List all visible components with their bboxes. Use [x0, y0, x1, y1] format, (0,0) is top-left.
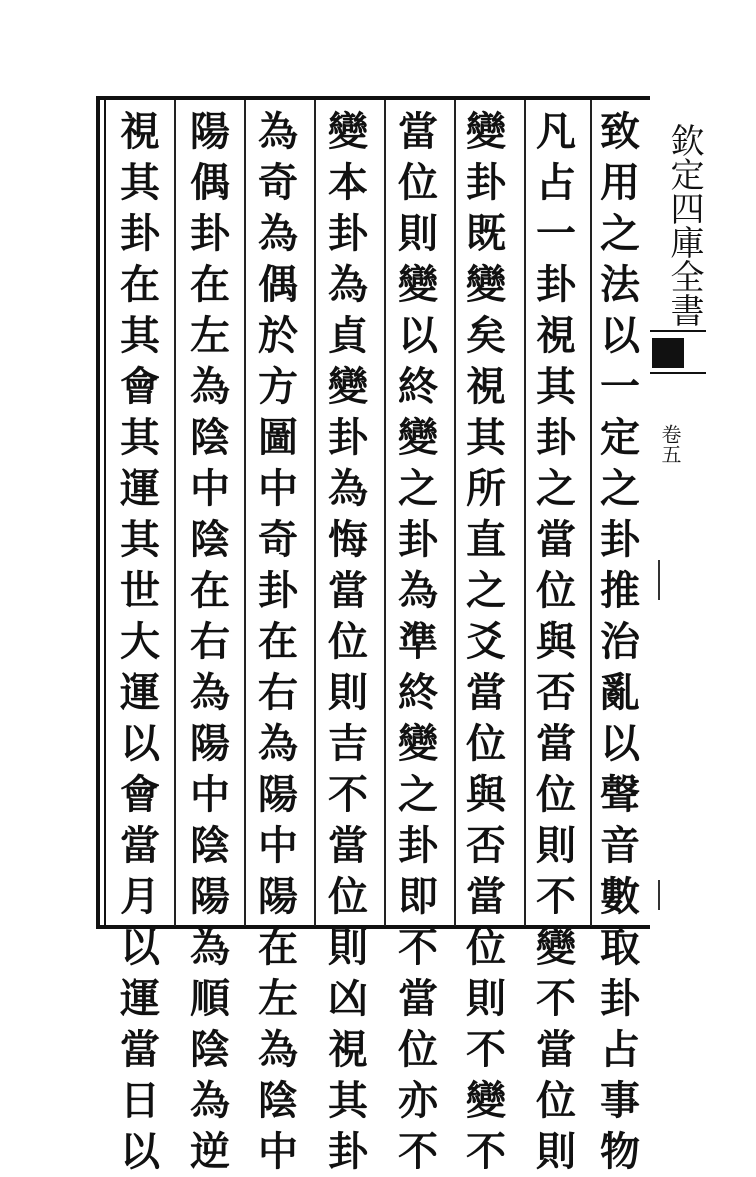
glyph: 位 [536, 771, 576, 818]
glyph: 為 [258, 720, 298, 767]
column-divider [174, 100, 176, 926]
glyph: 左 [190, 312, 230, 359]
glyph: 占 [600, 1026, 640, 1073]
glyph: 變 [466, 108, 506, 155]
glyph: 卦 [328, 414, 368, 461]
glyph: 陰 [190, 1026, 230, 1073]
glyph: 視 [466, 363, 506, 410]
glyph: 當 [466, 669, 506, 716]
glyph: 否 [466, 822, 506, 869]
glyph: 右 [190, 618, 230, 665]
text-column-5 [316, 106, 380, 1175]
glyph: 則 [466, 975, 506, 1022]
glyph: 世 [120, 567, 160, 614]
glyph: 變 [398, 720, 438, 767]
glyph: 當 [536, 720, 576, 767]
glyph: 變 [328, 363, 368, 410]
glyph: 法 [600, 261, 640, 308]
glyph: 一 [536, 210, 576, 257]
glyph: 占 [536, 159, 576, 206]
glyph: 不 [398, 1128, 438, 1175]
glyph: 之 [600, 210, 640, 257]
glyph: 與 [536, 618, 576, 665]
glyph: 在 [258, 618, 298, 665]
glyph: 位 [466, 924, 506, 971]
glyph: 當 [398, 108, 438, 155]
glyph: 在 [258, 924, 298, 971]
glyph: 則 [536, 822, 576, 869]
glyph: 卦 [536, 414, 576, 461]
glyph: 卦 [600, 516, 640, 563]
glyph: 其 [466, 414, 506, 461]
glyph: 不 [466, 1128, 506, 1175]
text-column-2 [524, 106, 588, 1175]
text-column-8 [108, 106, 172, 1175]
glyph: 貞 [328, 312, 368, 359]
glyph: 奇 [258, 159, 298, 206]
glyph: 位 [536, 1077, 576, 1124]
glyph: 日 [120, 1077, 160, 1124]
glyph: 之 [398, 771, 438, 818]
glyph: 當 [398, 975, 438, 1022]
glyph: 卦 [258, 567, 298, 614]
margin-rule [650, 372, 706, 374]
glyph: 爻 [466, 618, 506, 665]
glyph: 卦 [398, 516, 438, 563]
glyph: 其 [120, 159, 160, 206]
glyph: 偶 [258, 261, 298, 308]
glyph: 為 [258, 1026, 298, 1073]
glyph: 否 [536, 669, 576, 716]
glyph: 物 [600, 1128, 640, 1175]
glyph: 會 [120, 771, 160, 818]
glyph: 則 [536, 1128, 576, 1175]
glyph: 終 [398, 669, 438, 716]
fishtail-mark [652, 338, 684, 368]
glyph: 視 [120, 108, 160, 155]
glyph: 大 [120, 618, 160, 665]
glyph: 推 [600, 567, 640, 614]
glyph: 即 [398, 873, 438, 920]
glyph: 為 [258, 108, 298, 155]
glyph: 之 [536, 465, 576, 512]
glyph: 位 [398, 159, 438, 206]
margin-rule [650, 330, 706, 332]
glyph: 其 [120, 312, 160, 359]
glyph: 數 [600, 873, 640, 920]
glyph: 當 [536, 1026, 576, 1073]
glyph: 聲 [600, 771, 640, 818]
glyph: 以 [398, 312, 438, 359]
glyph: 本 [328, 159, 368, 206]
glyph: 為 [190, 363, 230, 410]
glyph: 偶 [190, 159, 230, 206]
glyph: 月 [120, 873, 160, 920]
glyph: 卦 [466, 159, 506, 206]
glyph: 不 [536, 975, 576, 1022]
glyph: 卦 [120, 210, 160, 257]
glyph: 陰 [190, 516, 230, 563]
glyph: 所 [466, 465, 506, 512]
glyph: 方 [258, 363, 298, 410]
glyph: 變 [398, 261, 438, 308]
glyph: 運 [120, 975, 160, 1022]
glyph: 之 [600, 465, 640, 512]
glyph: 不 [536, 873, 576, 920]
glyph: 中 [258, 1128, 298, 1175]
glyph: 矣 [466, 312, 506, 359]
glyph: 陽 [190, 720, 230, 767]
glyph: 位 [466, 720, 506, 767]
glyph: 在 [190, 567, 230, 614]
glyph: 定 [600, 414, 640, 461]
glyph: 當 [466, 873, 506, 920]
glyph: 以 [120, 924, 160, 971]
glyph: 當 [536, 516, 576, 563]
glyph: 在 [190, 261, 230, 308]
text-column-1 [588, 106, 652, 1175]
glyph: 則 [328, 924, 368, 971]
glyph: 在 [120, 261, 160, 308]
glyph: 卦 [328, 210, 368, 257]
glyph: 卦 [536, 261, 576, 308]
glyph: 位 [536, 567, 576, 614]
glyph: 位 [328, 873, 368, 920]
glyph: 當 [120, 822, 160, 869]
frame-inner-rule [104, 100, 106, 926]
glyph: 奇 [258, 516, 298, 563]
glyph: 以 [600, 312, 640, 359]
glyph: 當 [328, 567, 368, 614]
glyph: 逆 [190, 1128, 230, 1175]
glyph: 之 [398, 465, 438, 512]
glyph: 卦 [190, 210, 230, 257]
glyph: 當 [328, 822, 368, 869]
glyph: 亦 [398, 1077, 438, 1124]
text-column-4 [386, 106, 450, 1175]
glyph: 音 [600, 822, 640, 869]
glyph: 直 [466, 516, 506, 563]
glyph: 之 [466, 567, 506, 614]
glyph: 左 [258, 975, 298, 1022]
glyph: 則 [398, 210, 438, 257]
glyph: 不 [398, 924, 438, 971]
glyph: 視 [536, 312, 576, 359]
glyph: 亂 [600, 669, 640, 716]
glyph: 會 [120, 363, 160, 410]
glyph: 以 [120, 720, 160, 767]
glyph: 一 [600, 363, 640, 410]
glyph: 終 [398, 363, 438, 410]
glyph: 視 [328, 1026, 368, 1073]
glyph: 卦 [600, 975, 640, 1022]
text-column-3 [454, 106, 518, 1175]
glyph: 悔 [328, 516, 368, 563]
glyph: 中 [190, 465, 230, 512]
glyph: 運 [120, 669, 160, 716]
glyph: 為 [398, 567, 438, 614]
glyph: 位 [328, 618, 368, 665]
glyph: 以 [600, 720, 640, 767]
glyph: 則 [328, 669, 368, 716]
glyph: 以 [120, 1128, 160, 1175]
glyph: 變 [398, 414, 438, 461]
glyph: 不 [466, 1026, 506, 1073]
glyph: 其 [120, 516, 160, 563]
text-column-7 [178, 106, 242, 1175]
glyph: 為 [190, 924, 230, 971]
book-title: 欽定四庫全書 [664, 123, 704, 327]
glyph: 準 [398, 618, 438, 665]
margin-mark [658, 880, 660, 910]
glyph: 卦 [398, 822, 438, 869]
glyph: 陰 [190, 822, 230, 869]
glyph: 陰 [190, 414, 230, 461]
glyph: 當 [120, 1026, 160, 1073]
glyph: 為 [190, 669, 230, 716]
glyph: 吉 [328, 720, 368, 767]
glyph: 陽 [190, 873, 230, 920]
glyph: 取 [600, 924, 640, 971]
glyph: 右 [258, 669, 298, 716]
glyph: 其 [328, 1077, 368, 1124]
glyph: 順 [190, 975, 230, 1022]
glyph: 卦 [328, 1128, 368, 1175]
glyph: 凡 [536, 108, 576, 155]
glyph: 變 [466, 1077, 506, 1124]
glyph: 變 [466, 261, 506, 308]
glyph: 陽 [190, 108, 230, 155]
glyph: 為 [190, 1077, 230, 1124]
glyph: 既 [466, 210, 506, 257]
glyph: 陽 [258, 873, 298, 920]
glyph: 圖 [258, 414, 298, 461]
glyph: 陰 [258, 1077, 298, 1124]
margin-mark [658, 560, 660, 600]
glyph: 中 [258, 465, 298, 512]
glyph: 於 [258, 312, 298, 359]
text-column-6 [246, 106, 310, 1175]
glyph: 中 [258, 822, 298, 869]
glyph: 用 [600, 159, 640, 206]
glyph: 與 [466, 771, 506, 818]
glyph: 治 [600, 618, 640, 665]
glyph: 為 [328, 465, 368, 512]
glyph: 凶 [328, 975, 368, 1022]
glyph: 中 [190, 771, 230, 818]
glyph: 事 [600, 1077, 640, 1124]
glyph: 位 [398, 1026, 438, 1073]
glyph: 其 [536, 363, 576, 410]
glyph: 變 [536, 924, 576, 971]
volume-label: 卷五 [658, 424, 682, 464]
glyph: 運 [120, 465, 160, 512]
glyph: 陽 [258, 771, 298, 818]
glyph: 致 [600, 108, 640, 155]
glyph: 不 [328, 771, 368, 818]
glyph: 為 [328, 261, 368, 308]
glyph: 變 [328, 108, 368, 155]
glyph: 其 [120, 414, 160, 461]
glyph: 為 [258, 210, 298, 257]
